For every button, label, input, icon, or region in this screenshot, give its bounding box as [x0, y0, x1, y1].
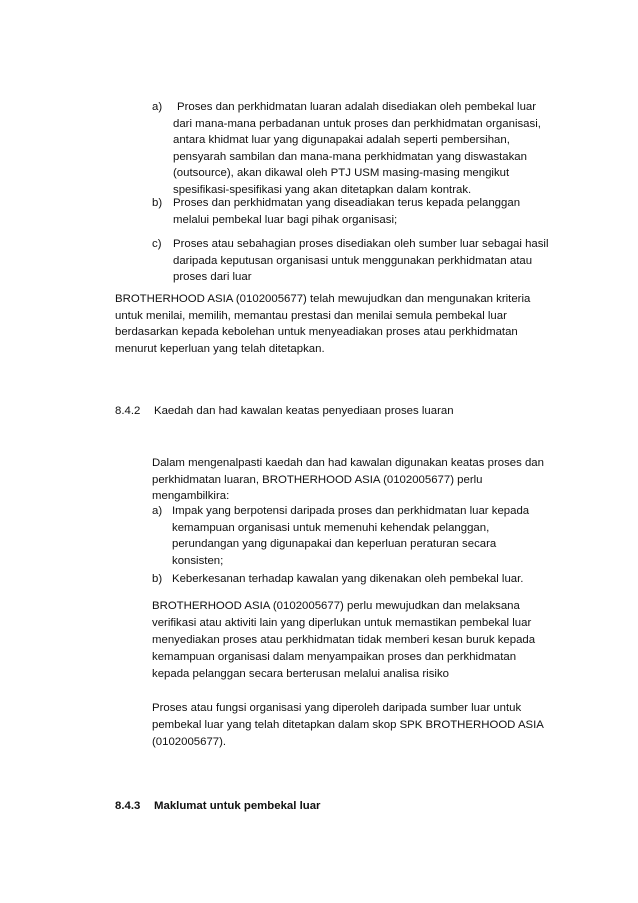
text-line: Proses atau fungsi organisasi yang diperoleh daripada sumber luar untuk [152, 702, 522, 714]
text-line: menyediakan proses atau perkhidmatan tidak memberi kesan buruk kepada [152, 634, 536, 646]
text-line: perkhidmatan luaran, BROTHERHOOD ASIA (0102005677) perlu [152, 473, 483, 486]
text-line: daripada keputusan organisasi untuk menggunakan perkhidmatan atau [173, 254, 533, 267]
text-line: kemampuan organisasi untuk memenuhi kehendak pelanggan, [172, 521, 490, 534]
text-line: BROTHERHOOD ASIA (0102005677) telah mewujudkan dan mengunakan kriteria [115, 293, 531, 305]
paragraph [152, 598, 535, 683]
text-line: perundangan yang digunapakai dan keperluan peraturan secara [172, 538, 497, 550]
text-line: kepada pelanggan secara berterusan melalui analisa risiko [152, 668, 449, 680]
paragraph [152, 700, 544, 751]
text-line: spesifikasi-spesifikasi yang akan ditetapkan dalam kontrak. [173, 183, 472, 196]
text-line: Dalam mengenalpasti kaedah dan had kawalan digunakan keatas proses dan [152, 457, 544, 469]
section-number: 8.4.3 [115, 800, 141, 812]
text-line: mengambilkira: [152, 490, 230, 502]
section-title: Maklumat untuk pembekal luar [154, 800, 321, 812]
text-line: berdasarkan kepada kebolehan untuk menyeadiakan proses atau perkhidmatan [115, 326, 518, 338]
text-line: (0102005677). [152, 736, 227, 748]
text-line: Proses dan perkhidmatan yang diseadiakan terus kepada pelanggan [173, 197, 521, 209]
text-line: kemampuan organisasi dalam menyampaikan proses dan perkhidmatan [152, 651, 517, 663]
text-line: Keberkesanan terhadap kawalan yang dikenakan oleh pembekal luar. [172, 573, 524, 585]
text-line: verifikasi atau aktiviti lain yang diperlukan untuk memastikan pembekal luar [152, 617, 532, 629]
list-marker: b) [152, 573, 163, 585]
section-number: 8.4.2 [115, 405, 141, 417]
list-marker: c) [152, 238, 162, 250]
text-line: proses dari luar [173, 271, 252, 283]
text-line: melalui pembekal luar bagi pihak organisasi; [173, 213, 398, 226]
text-line: untuk menilai, memilih, memantau prestasi dan menilai semula pembekal luar [115, 309, 507, 322]
text-line: pembekal luar yang telah ditetapkan dalam skop SPK BROTHERHOOD ASIA [152, 719, 544, 731]
paragraph [152, 455, 544, 505]
text-line: antara khidmat luar yang digunapakai adalah seperti pembersihan, [173, 134, 510, 146]
list-marker: a) [152, 505, 163, 517]
text-line: Proses dan perkhidmatan luaran adalah disediakan oleh pembekal luar [177, 101, 537, 113]
text-line: dari mana-mana perbadanan untuk proses dan perkhidmatan organisasi, [173, 117, 541, 130]
paragraph [115, 291, 530, 357]
text-line: pensyarah sambilan dan mana-mana perkhidmatan yang diswastakan [173, 150, 527, 163]
section-title: Kaedah dan had kawalan keatas penyediaan proses luaran [154, 405, 454, 417]
text-line: Impak yang berpotensi daripada proses dan perkhidmatan luar kepada [172, 505, 530, 517]
list-marker: b) [152, 197, 163, 209]
text-line: konsisten; [172, 554, 224, 567]
list-marker: a) [152, 101, 163, 113]
text-line: Proses atau sebahagian proses disediakan oleh sumber luar sebagai hasil [173, 238, 549, 250]
text-line: (outsource), akan dikawal oleh PTJ USM masing-masing mengikut [173, 167, 510, 179]
text-line: BROTHERHOOD ASIA (0102005677) perlu mewujudkan dan melaksana [152, 600, 520, 612]
text-line: menurut keperluan yang telah ditetapkan. [115, 342, 325, 355]
